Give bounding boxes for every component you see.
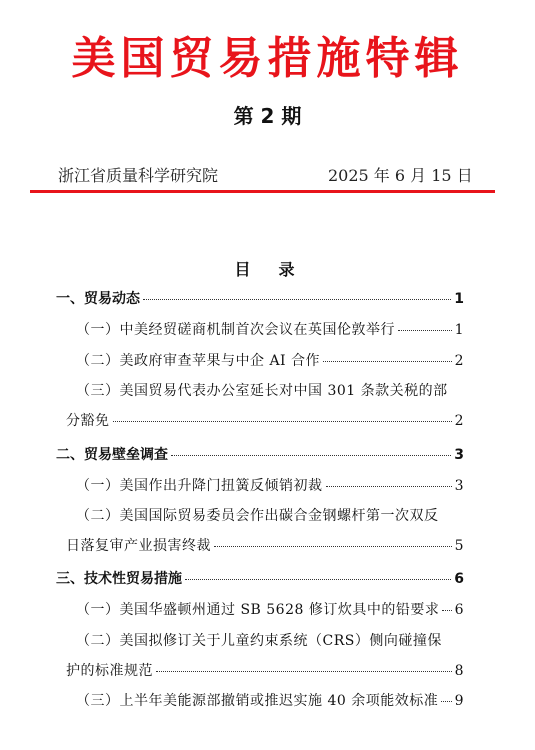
dot-leader (113, 421, 452, 422)
toc-subsection-3-1[interactable] (76, 601, 464, 619)
toc-page-number: 9 (454, 693, 464, 709)
toc-subsection-3-3[interactable] (76, 692, 464, 710)
toc-entry-text: （一）美国作出升降门扭簧反倾销初裁 (76, 478, 323, 494)
toc-entry-text: 三、技术性贸易措施 (56, 571, 182, 587)
toc-entry-text: 分豁免 (66, 413, 110, 429)
dot-leader (441, 701, 451, 702)
toc-subsection-1-3[interactable]: （三）美国贸易代表办公室延长对中国 301 条款关税的部 (76, 383, 448, 399)
masthead-title: 美国贸易措施特辑 (71, 33, 464, 84)
toc-entry-text: 一、贸易动态 (56, 291, 140, 307)
toc-entry-text: 二、贸易壁垒调查 (56, 447, 168, 463)
toc-entry-text: （二）美政府审查苹果与中企 AI 合作 (76, 353, 321, 369)
toc-entry-text: （一）中美经贸磋商机制首次会议在英国伦敦举行 (76, 322, 395, 338)
toc-entry-text: （三）上半年美能源部撤销或推迟实施 40 余项能效标准 (76, 693, 439, 709)
dot-leader (326, 486, 452, 487)
dot-leader (398, 330, 452, 331)
publish-date: 2025 年 6 月 15 日 (328, 166, 473, 185)
toc-section-2[interactable] (56, 446, 464, 464)
toc-subsection-3-2[interactable]: （二）美国拟修订关于儿童约束系统（CRS）侧向碰撞保 (76, 633, 442, 649)
toc-subsection-2-2-continued[interactable] (66, 537, 464, 555)
toc-section-3[interactable] (56, 570, 464, 588)
toc-subsection-2-2[interactable]: （二）美国国际贸易委员会作出碳合金钢螺杆第一次双反 (76, 508, 439, 524)
toc-entry-text: （一）美国华盛顿州通过 SB 5628 修订炊具中的铅要求 (76, 602, 440, 618)
issue-number: 第 2 期 (233, 104, 302, 128)
toc-page-number: 2 (454, 353, 464, 369)
dot-leader (323, 361, 452, 362)
toc-entry-text: 日落复审产业损害终裁 (66, 538, 211, 554)
toc-page-number: 1 (454, 322, 464, 338)
toc-page-number: 8 (454, 663, 464, 679)
dot-leader (171, 455, 451, 456)
toc-page-number: 6 (454, 571, 464, 587)
toc-page-number: 6 (454, 602, 464, 618)
organization-name: 浙江省质量科学研究院 (58, 166, 219, 185)
toc-subsection-2-1[interactable] (76, 477, 464, 495)
toc-page-number: 2 (454, 413, 464, 429)
dot-leader (214, 546, 452, 547)
dot-leader (185, 579, 451, 580)
dot-leader (143, 299, 451, 300)
toc-section-1[interactable] (56, 290, 464, 308)
toc-page-number: 1 (454, 291, 464, 307)
toc-page-number: 5 (454, 538, 464, 554)
toc-heading: 目 录 (234, 260, 301, 279)
toc-subsection-1-3-continued[interactable] (66, 412, 464, 430)
dot-leader (156, 671, 452, 672)
toc-page-number: 3 (454, 447, 464, 463)
dot-leader (442, 610, 451, 611)
toc-entry-text: 护的标准规范 (66, 663, 153, 679)
toc-subsection-3-2-continued[interactable] (66, 662, 464, 680)
toc-page-number: 3 (454, 478, 464, 494)
toc-subsection-1-1[interactable] (76, 321, 464, 339)
toc-subsection-1-2[interactable] (76, 352, 464, 370)
